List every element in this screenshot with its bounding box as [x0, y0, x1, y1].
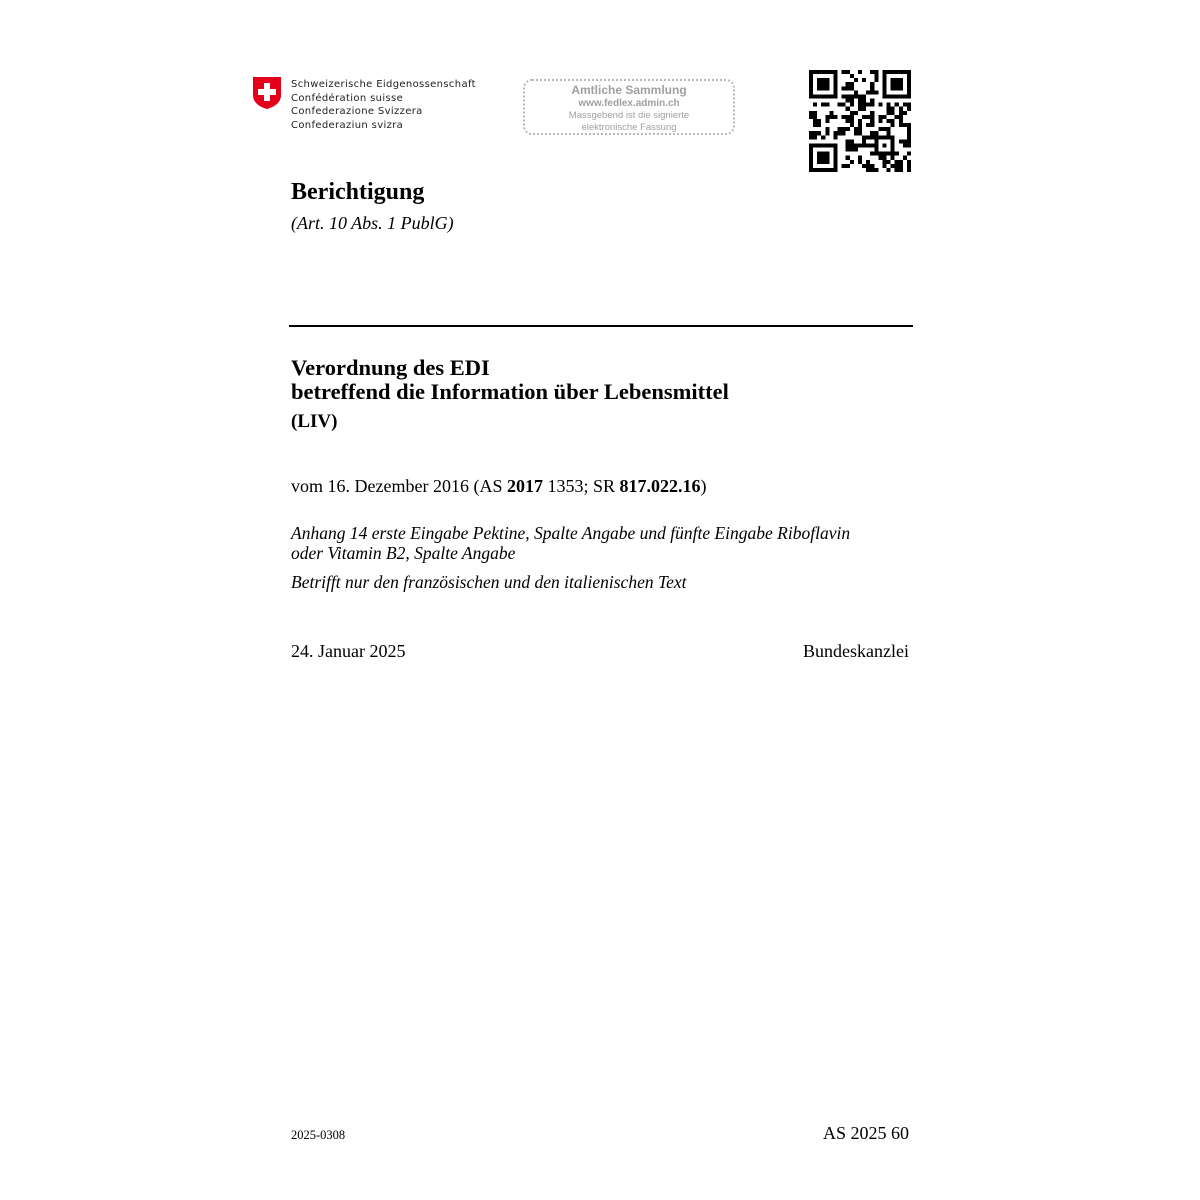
- confederation-name-it: Confederazione Svizzera: [291, 106, 423, 117]
- reference-prefix: vom 16. Dezember 2016 (AS: [291, 476, 507, 496]
- official-collection-stamp: [523, 79, 735, 135]
- stamp-note-line1: Massgebend ist die signierte: [568, 110, 690, 121]
- issuing-authority: Bundeskanzlei: [803, 641, 909, 661]
- confederation-names: [291, 78, 476, 132]
- horizontal-rule: [289, 325, 913, 327]
- qr-code-icon: [809, 70, 911, 172]
- ordinance-reference: [291, 475, 707, 497]
- confederation-name-rm: Confederaziun svizra: [291, 119, 404, 131]
- stamp-title: Amtliche Sammlung: [571, 83, 687, 97]
- ordinance-title-line2: betreffend die Information über Lebensmittel: [291, 379, 729, 404]
- document-number: 2025-0308: [291, 1128, 346, 1142]
- page-title: Berichtigung: [291, 179, 425, 205]
- reference-sr-number: 817.022.16: [619, 476, 701, 496]
- ordinance-title-line1: Verordnung des EDI: [291, 355, 490, 380]
- ordinance-title: [291, 356, 729, 404]
- ordinance-abbreviation: (LIV): [291, 411, 338, 432]
- swiss-cross-icon: [252, 76, 282, 110]
- stamp-note-line2: elektronische Fassung: [581, 121, 677, 133]
- legal-basis: (Art. 10 Abs. 1 PublG): [291, 213, 454, 233]
- annex-line2: oder Vitamin B2, Spalte Angabe: [291, 542, 516, 563]
- reference-mid: 1353; SR: [542, 476, 620, 496]
- confederation-name-fr: Confédération suisse: [291, 92, 404, 104]
- confederation-name-de: Schweizerische Eidgenossenschaft: [291, 79, 476, 90]
- annex-description: [291, 524, 850, 563]
- document-date: 24. Januar 2025: [291, 641, 406, 661]
- reference-as-year: 2017: [506, 476, 543, 496]
- concerns-note: Betrifft nur den französischen und den italienischen Text: [291, 572, 687, 592]
- annex-line1: Anhang 14 erste Eingabe Pektine, Spalte Angabe und fünfte Eingabe Riboflavin: [291, 523, 851, 543]
- as-number: AS 2025 60: [822, 1123, 909, 1143]
- reference-suffix: ): [700, 476, 707, 496]
- stamp-url: www.fedlex.admin.ch: [578, 98, 680, 109]
